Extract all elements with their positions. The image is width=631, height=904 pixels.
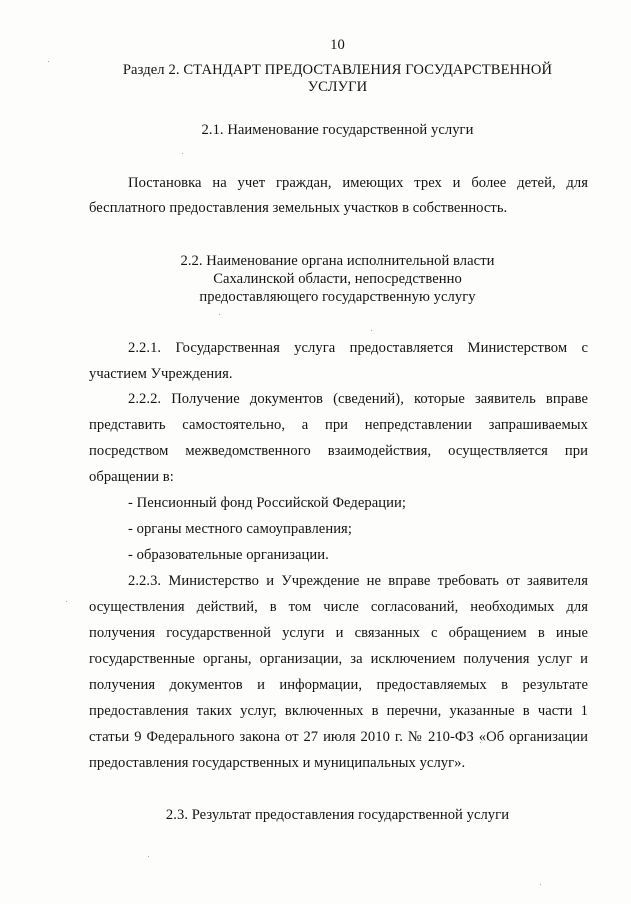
paragraph-2-2-3-line: предоставления государственных и муниципальных услуг». bbox=[89, 755, 466, 771]
subsection-2-1-heading: 2.1. Наименование государственной услуги bbox=[201, 122, 474, 138]
scan-speck bbox=[148, 856, 149, 857]
paragraph-2-2-2-line: посредством межведомственного взаимодействия, осуществляется при bbox=[89, 443, 588, 459]
paragraph-2-1-line: Постановка на учет граждан, имеющих трех и более детей, для bbox=[128, 175, 588, 191]
scan-speck bbox=[182, 153, 183, 154]
paragraph-2-2-3-line: предоставления таких услуг, включенных в перечни, указанные в части 1 bbox=[89, 703, 588, 719]
subsection-2-2-heading-line2: Сахалинской области, непосредственно bbox=[213, 271, 462, 287]
section-title-line2: УСЛУГИ bbox=[307, 79, 368, 95]
paragraph-2-2-2-line: представить самостоятельно, а при непредставлении запрашиваемых bbox=[89, 417, 588, 433]
paragraph-2-2-3-line: 2.2.3. Министерство и Учреждение не вправе требовать от заявителя bbox=[128, 573, 588, 589]
subsection-2-2-heading-line3: предоставляющего государственную услугу bbox=[199, 289, 476, 305]
list-item: - Пенсионный фонд Российской Федерации; bbox=[128, 495, 406, 511]
paragraph-2-2-3-line: получения документов и информации, предоставляемых в результате bbox=[89, 677, 588, 693]
scan-speck bbox=[66, 601, 67, 602]
list-item: - образовательные организации. bbox=[128, 547, 329, 563]
paragraph-2-1-line: бесплатного предоставления земельных участков в собственность. bbox=[89, 200, 508, 216]
section-title-line1: Раздел 2. СТАНДАРТ ПРЕДОСТАВЛЕНИЯ ГОСУДАРСТВЕННОЙ bbox=[122, 62, 553, 78]
paragraph-2-2-2-line: 2.2.2. Получение документов (сведений), которые заявитель вправе bbox=[128, 391, 588, 407]
list-item: - органы местного самоуправления; bbox=[128, 521, 352, 537]
subsection-2-3-heading: 2.3. Результат предоставления государственной услуги bbox=[165, 807, 510, 823]
subsection-2-2-heading-line1: 2.2. Наименование органа исполнительной власти bbox=[180, 253, 495, 269]
scan-speck bbox=[371, 330, 372, 331]
scan-speck bbox=[219, 314, 220, 315]
paragraph-2-2-1-line: участием Учреждения. bbox=[89, 366, 233, 382]
paragraph-2-2-3-line: осуществления действий, в том числе согласований, необходимых для bbox=[89, 599, 588, 615]
paragraph-2-2-3-line: статьи 9 Федерального закона от 27 июля 2010 г. № 210-ФЗ «Об организации bbox=[89, 729, 588, 745]
paragraph-2-2-3-line: получения государственной услуги и связанных с обращением в иные bbox=[89, 625, 588, 641]
page-number: 10 bbox=[330, 37, 345, 53]
paragraph-2-2-2-line: обращении в: bbox=[89, 469, 174, 485]
paragraph-2-2-3-line: государственные органы, организации, за исключением получения услуг и bbox=[89, 651, 588, 667]
scan-speck bbox=[540, 884, 541, 885]
paragraph-2-2-1-line: 2.2.1. Государственная услуга предоставляется Министерством с bbox=[128, 340, 588, 356]
